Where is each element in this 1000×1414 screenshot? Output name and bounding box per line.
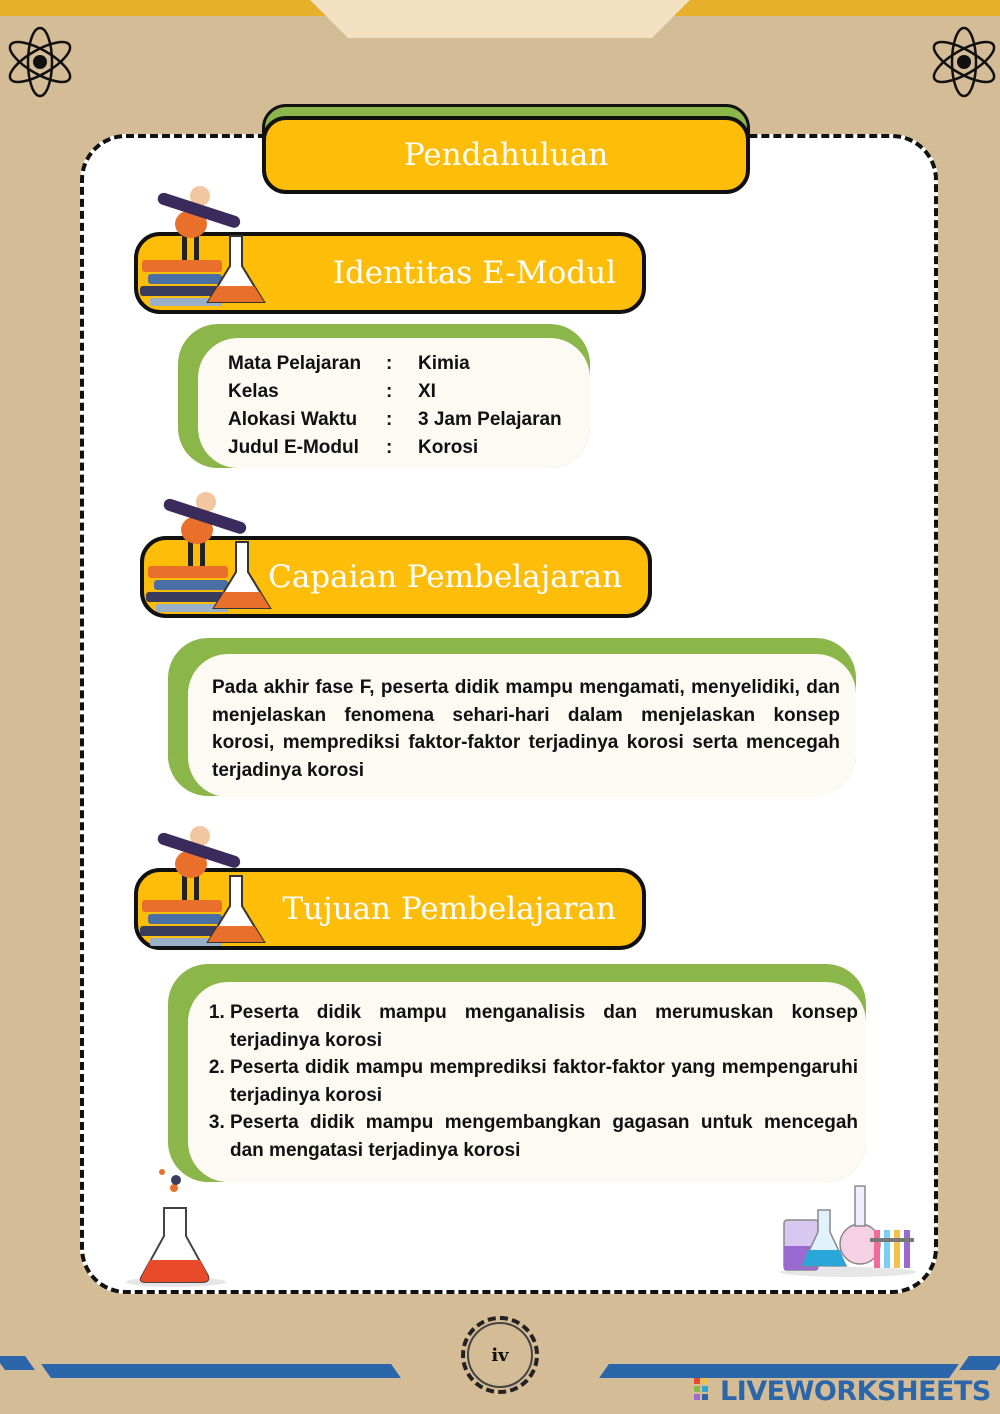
bottom-stripe (41, 1364, 401, 1378)
identitas-separator: : (386, 353, 393, 374)
bottom-stripe (959, 1356, 1000, 1370)
identitas-row (228, 434, 590, 462)
flask-icon (124, 1160, 234, 1290)
section-heading-capaian: Capaian Pembelajaran (268, 559, 622, 595)
identitas-label: Kelas (228, 381, 279, 402)
identitas-label: Alokasi Waktu (228, 409, 358, 430)
top-tab (310, 0, 690, 38)
identitas-value: 3 Jam Pelajaran (418, 409, 562, 430)
scientist-icon (138, 822, 278, 950)
scientist-icon (138, 182, 278, 310)
page-title (262, 116, 750, 194)
identitas-separator: : (386, 437, 393, 458)
atom-icon-right (926, 22, 1000, 102)
identitas-value: Korosi (418, 437, 479, 458)
page-number: iv (491, 1344, 509, 1366)
identitas-separator: : (386, 409, 393, 430)
lab-glassware-icon (778, 1180, 928, 1280)
liveworksheets-logo-icon (694, 1378, 716, 1404)
capaian-box (188, 654, 856, 797)
tujuan-list (208, 999, 858, 1164)
atom-icon-left (2, 22, 78, 102)
identitas-label: Judul E-Modul (228, 437, 359, 458)
tujuan-item: 2. Peserta didik mampu memprediksi faktor-faktor yang mempengaruhi terjadinya korosi (230, 1054, 858, 1109)
page-number-ring (467, 1322, 533, 1388)
identitas-separator: : (386, 381, 393, 402)
section-heading-identitas: Identitas E-Modul (332, 255, 616, 291)
identitas-label: Mata Pelajaran (228, 353, 362, 374)
capaian-text: Pada akhir fase F, peserta didik mampu mengamati, menyelidiki, dan menjelaskan fenomena sehari-hari dalam menjelaskan konsep korosi, memprediksi faktor-faktor terjadinya korosi serta mencegah terjadinya korosi (212, 677, 840, 781)
section-heading-tujuan: Tujuan Pembelajaran (282, 891, 616, 927)
identitas-value: Kimia (418, 353, 470, 374)
tujuan-item: 3. Peserta didik mampu mengembangkan gagasan untuk mencegah dan mengatasi terjadinya korosi (230, 1109, 858, 1164)
page-title-text: Pendahuluan (403, 137, 609, 173)
scientist-icon (144, 488, 284, 616)
identitas-value: XI (418, 381, 436, 402)
identitas-row (228, 406, 590, 434)
identitas-row (228, 350, 590, 378)
brand-wordmark[interactable]: LIVEWORKSHEETS (720, 1376, 991, 1407)
identitas-box (198, 338, 590, 468)
identitas-row (228, 378, 590, 406)
tujuan-item: 1. Peserta didik mampu menganalisis dan merumuskan konsep terjadinya korosi (230, 999, 858, 1054)
bottom-stripe (0, 1356, 35, 1370)
tujuan-box (188, 982, 866, 1182)
